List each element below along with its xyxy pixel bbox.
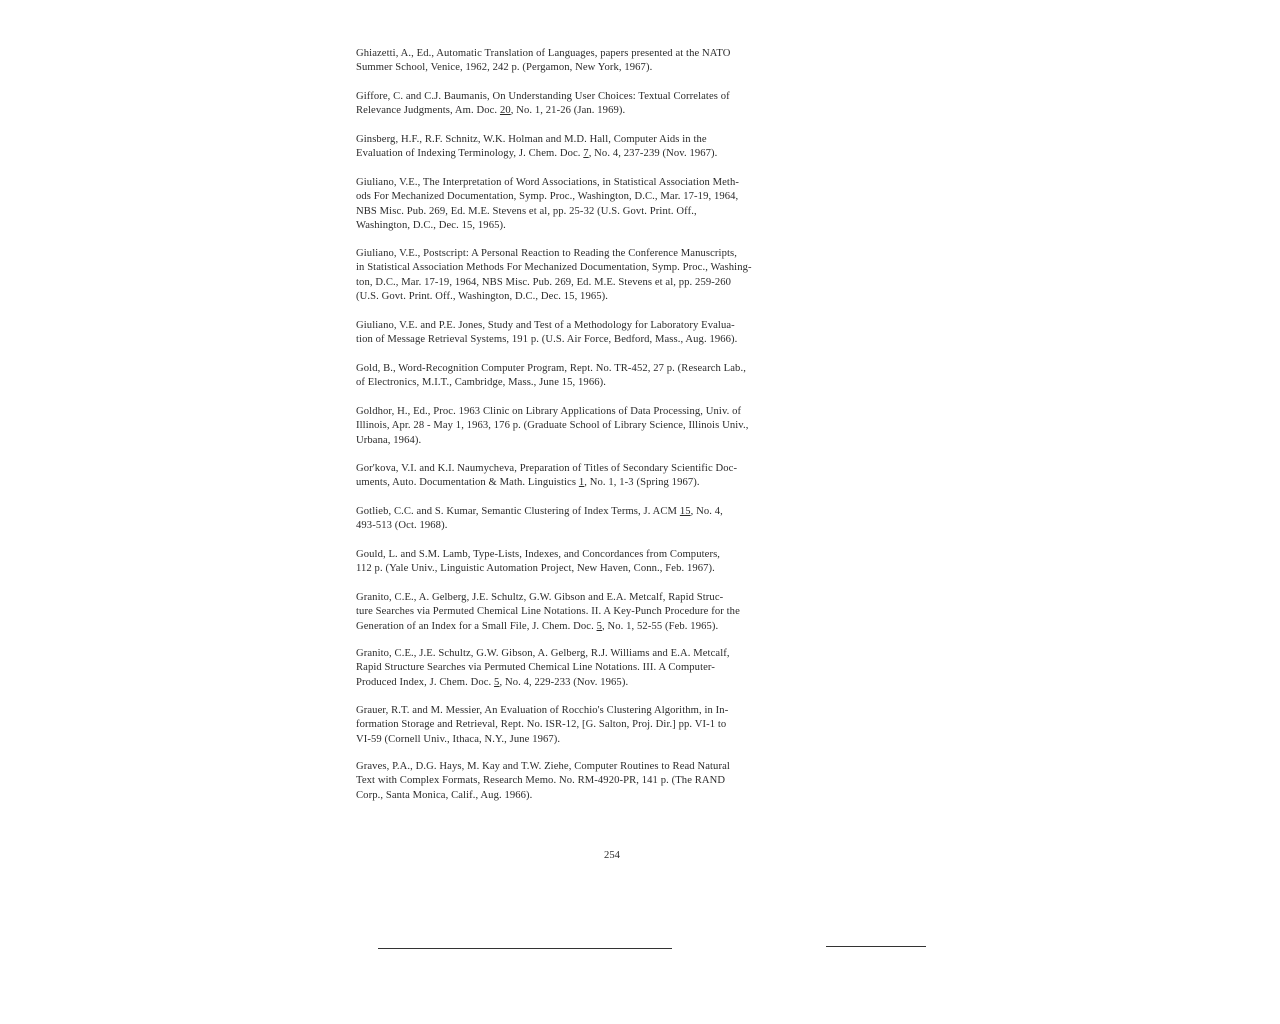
reference-line: [356, 147, 717, 161]
reference-text: , No. 4, 229-233 (Nov. 1965).: [499, 676, 629, 688]
reference-line: [356, 276, 752, 290]
reference-entry: [356, 462, 737, 491]
reference-entry: [356, 505, 723, 534]
reference-line: [356, 61, 731, 75]
reference-entry: [356, 176, 739, 233]
reference-text: uments, Auto. Documentation & Math. Linguistics: [356, 477, 579, 489]
reference-line: [356, 419, 748, 433]
reference-entry: [356, 548, 720, 577]
reference-entry: [356, 47, 731, 76]
reference-text: of Electronics, M.I.T., Cambridge, Mass., June 15, 1966).: [356, 377, 606, 389]
volume-number: 15: [679, 506, 691, 517]
reference-text: tion of Message Retrieval Systems, 191 p. (U.S. Air Force, Bedford, Mass., Aug. 1966).: [356, 334, 738, 346]
reference-line: [356, 319, 737, 333]
reference-text: Text with Complex Formats, Research Memo. No. RM-4920-PR, 141 p. (The RAND: [356, 775, 726, 787]
reference-line: [356, 462, 737, 476]
reference-text: Ginsberg, H.F., R.F. Schnitz, W.K. Holman and M.D. Hall, Computer Aids in the: [356, 134, 707, 145]
reference-entry: [356, 704, 728, 747]
page-number: 254: [604, 850, 620, 861]
reference-text: Evaluation of Indexing Terminology, J. Chem. Doc.: [356, 148, 584, 160]
reference-text: Granito, C.E., J.E. Schultz, G.W. Gibson, A. Gelberg, R.J. Williams and E.A. Metcalf,: [356, 648, 730, 659]
footer-rule-right: [826, 946, 926, 947]
reference-text: Generation of an Index for a Small File, J. Chem. Doc.: [356, 620, 597, 632]
volume-number: 20: [499, 105, 511, 117]
reference-text: Ghiazetti, A., Ed., Automatic Translation of Languages, papers presented at the NATO: [356, 48, 731, 59]
reference-line: [356, 733, 728, 747]
volume-number: 7: [583, 148, 589, 160]
reference-text: Produced Index, J. Chem. Doc.: [356, 676, 495, 688]
reference-line: [356, 362, 746, 376]
reference-line: [356, 760, 730, 774]
reference-text: , No. 1, 52-55 (Feb. 1965).: [601, 620, 719, 632]
reference-line: [356, 774, 730, 788]
reference-text: Urbana, 1964).: [356, 434, 422, 446]
reference-text: formation Storage and Retrieval, Rept. No. ISR-12, [G. Salton, Proj. Dir.] pp. VI-1 to: [356, 719, 727, 731]
reference-text: Granito, C.E., A. Gelberg, J.E. Schultz, G.W. Gibson and E.A. Metcalf, Rapid Struc-: [356, 592, 724, 603]
reference-line: [356, 333, 737, 347]
reference-entry: [356, 405, 748, 448]
reference-text: Gould, L. and S.M. Lamb, Type-Lists, Indexes, and Concordances from Computers,: [356, 549, 721, 560]
volume-number: 5: [596, 620, 602, 632]
volume-number: 5: [494, 676, 500, 688]
reference-text: ods For Mechanized Documentation, Symp. Proc., Washington, D.C., Mar. 17-19, 1964,: [356, 191, 739, 203]
reference-text: Giffore, C. and C.J. Baumanis, On Understanding User Choices: Textual Correlates of: [356, 91, 730, 102]
reference-line: [356, 190, 739, 204]
reference-line: [356, 605, 740, 619]
reference-text: Summer School, Venice, 1962, 242 p. (Pergamon, New York, 1967).: [356, 62, 653, 74]
reference-text: Illinois, Apr. 28 - May 1, 1963, 176 p. (Graduate School of Library Science, Illinois Univ.,: [356, 420, 749, 432]
reference-text: Goldhor, H., Ed., Proc. 1963 Clinic on Library Applications of Data Processing, Univ. of: [356, 406, 742, 417]
reference-text: Giuliano, V.E., The Interpretation of Word Associations, in Statistical Association Meth-: [356, 177, 739, 188]
volume-number: 1: [578, 477, 585, 489]
reference-text: NBS Misc. Pub. 269, Ed. M.E. Stevens et al, pp. 25-32 (U.S. Govt. Print. Off.,: [356, 205, 697, 217]
reference-line: [356, 718, 728, 732]
reference-text: Relevance Judgments, Am. Doc.: [356, 105, 500, 117]
reference-text: Grauer, R.T. and M. Messier, An Evaluation of Rocchio's Clustering Algorithm, in In-: [356, 705, 729, 716]
reference-line: [356, 405, 748, 419]
reference-text: Gold, B., Word-Recognition Computer Program, Rept. No. TR-452, 27 p. (Research Lab.,: [356, 363, 746, 374]
reference-line: [356, 290, 752, 304]
reference-text: 493-513 (Oct. 1968).: [356, 520, 448, 532]
reference-line: [356, 647, 730, 661]
reference-line: [356, 90, 730, 104]
reference-line: [356, 676, 730, 690]
reference-line: [356, 47, 731, 61]
reference-text: Giuliano, V.E. and P.E. Jones, Study and Test of a Methodology for Laboratory Evalua-: [356, 320, 735, 331]
reference-text: Graves, P.A., D.G. Hays, M. Kay and T.W. Ziehe, Computer Routines to Read Natural: [356, 761, 730, 772]
reference-text: ture Searches via Permuted Chemical Line Notations. II. A Key-Punch Procedure for the: [356, 606, 740, 618]
reference-text: ton, D.C., Mar. 17-19, 1964, NBS Misc. Pub. 269, Ed. M.E. Stevens et al, pp. 259-260: [356, 276, 732, 288]
reference-entry: [356, 760, 730, 803]
reference-line: [356, 176, 739, 190]
reference-entry: [356, 647, 730, 690]
reference-line: [356, 519, 723, 533]
reference-line: [356, 562, 720, 576]
reference-line: [356, 591, 740, 605]
reference-entry: [356, 133, 717, 162]
reference-text: (U.S. Govt. Print. Off., Washington, D.C., Dec. 15, 1965).: [356, 290, 609, 302]
reference-line: [356, 548, 720, 562]
reference-line: [356, 219, 739, 233]
reference-text: , No. 4, 237-239 (Nov. 1967).: [588, 148, 718, 160]
reference-entry: [356, 247, 752, 304]
reference-text: Gor'kova, V.I. and K.I. Naumycheva, Preparation of Titles of Secondary Scientific Doc-: [356, 463, 738, 474]
reference-text: , No. 4,: [690, 506, 723, 517]
reference-text: Corp., Santa Monica, Calif., Aug. 1966).: [356, 789, 533, 801]
reference-entry: [356, 591, 740, 634]
reference-entry: [356, 362, 746, 391]
reference-entry: [356, 319, 737, 348]
reference-text: Rapid Structure Searches via Permuted Chemical Line Notations. III. A Computer-: [356, 662, 715, 674]
reference-entry: [356, 90, 730, 119]
reference-text: Washington, D.C., Dec. 15, 1965).: [356, 219, 506, 231]
reference-line: [356, 261, 752, 275]
reference-line: [356, 104, 730, 118]
reference-line: [356, 205, 739, 219]
reference-text: 112 p. (Yale Univ., Linguistic Automation Project, New Haven, Conn., Feb. 1967).: [356, 563, 715, 575]
reference-line: [356, 247, 752, 261]
reference-line: [356, 505, 723, 519]
reference-text: , No. 1, 21-26 (Jan. 1969).: [510, 105, 626, 117]
footer-rule-middle: [488, 948, 672, 949]
reference-line: [356, 476, 737, 490]
reference-line: [356, 376, 746, 390]
reference-text: , No. 1, 1-3 (Spring 1967).: [584, 477, 700, 489]
reference-text: Giuliano, V.E., Postscript: A Personal Reaction to Reading the Conference Manuscripts,: [356, 248, 737, 259]
reference-line: [356, 704, 728, 718]
reference-line: [356, 133, 717, 147]
reference-line: [356, 434, 748, 448]
footer-rule-left: [378, 948, 488, 949]
reference-line: [356, 620, 740, 634]
reference-text: VI-59 (Cornell Univ., Ithaca, N.Y., June 1967).: [356, 733, 561, 745]
reference-text: in Statistical Association Methods For Mechanized Documentation, Symp. Proc., Washing-: [356, 262, 752, 274]
reference-line: [356, 789, 730, 803]
reference-text: Gotlieb, C.C. and S. Kumar, Semantic Clustering of Index Terms, J. ACM: [356, 506, 680, 517]
reference-line: [356, 661, 730, 675]
